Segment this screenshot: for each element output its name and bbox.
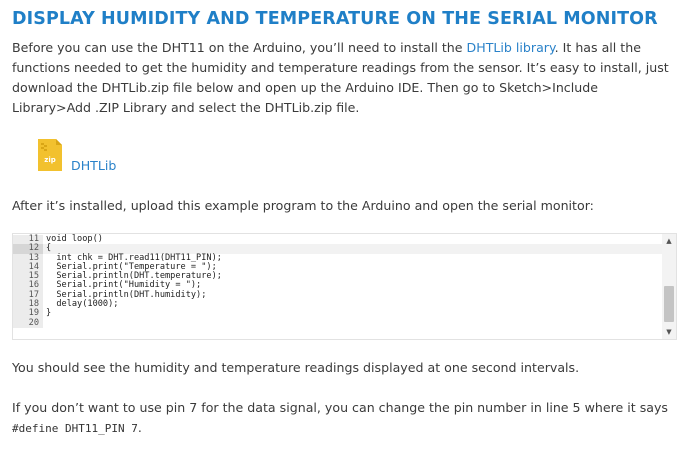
code-line bbox=[13, 300, 662, 309]
intro-text-before: Before you can use the DHT11 on the Arduino, you’ll need to install the bbox=[12, 40, 467, 55]
pin-note-text-after: . bbox=[137, 420, 142, 435]
code-text: void loop() bbox=[46, 234, 103, 244]
intro-text-after: . It has all the functions needed to get the humidity and temperature readings from the sensor. It’s easy to install, just download the DHTLib.zip file below and open up the Arduino IDE. Then go to Sketch>Include Library>Add .ZIP Library and select the DHTLib.zip file. bbox=[12, 40, 669, 115]
line-number: 11 bbox=[13, 235, 43, 244]
dhtlib-download-link[interactable]: DHTLib bbox=[71, 158, 117, 173]
code-line bbox=[13, 309, 662, 318]
line-number: 20 bbox=[13, 319, 43, 328]
code-text: { bbox=[43, 244, 662, 253]
line-number: 17 bbox=[13, 291, 43, 300]
code-text: int chk = DHT.read11(DHT11_PIN); bbox=[46, 252, 222, 263]
code-lines bbox=[13, 235, 662, 328]
line-number: 14 bbox=[13, 263, 43, 272]
zip-file-icon bbox=[38, 139, 62, 171]
code-text: Serial.println(DHT.temperature); bbox=[46, 271, 222, 282]
zip-icon-text: zip bbox=[44, 156, 56, 164]
code-block[interactable] bbox=[12, 233, 677, 340]
line-number: 18 bbox=[13, 300, 43, 309]
after-install-paragraph: After it’s installed, upload this example program to the Arduino and open the serial monitor: bbox=[12, 198, 594, 213]
readings-paragraph: You should see the humidity and temperature readings displayed at one second intervals. bbox=[12, 360, 580, 375]
code-scrollbar[interactable] bbox=[662, 234, 676, 339]
arrow-down-icon[interactable]: ▼ bbox=[666, 328, 672, 336]
code-text: Serial.print("Temperature = "); bbox=[46, 261, 217, 272]
code-text: Serial.print("Humidity = "); bbox=[46, 280, 202, 291]
intro-paragraph bbox=[12, 38, 680, 118]
dhtlib-download[interactable] bbox=[38, 139, 117, 173]
code-text bbox=[43, 319, 46, 328]
code-text: Serial.println(DHT.humidity); bbox=[46, 289, 207, 300]
pin-note-text-before: If you don’t want to use pin 7 for the data signal, you can change the pin number in line 5 where it says bbox=[12, 400, 668, 415]
line-number: 16 bbox=[13, 281, 43, 290]
dhtlib-library-link[interactable]: DHTLib library bbox=[466, 40, 555, 55]
code-text: } bbox=[46, 308, 52, 319]
line-number: 13 bbox=[13, 254, 43, 263]
scroll-thumb[interactable] bbox=[664, 286, 674, 322]
code-line bbox=[13, 235, 662, 244]
line-number: 12 bbox=[13, 244, 43, 253]
pin-note-paragraph bbox=[12, 398, 680, 439]
section-heading: DISPLAY HUMIDITY AND TEMPERATURE ON THE SERIAL MONITOR bbox=[12, 9, 658, 29]
define-pin-code: #define DHT11_PIN 7 bbox=[12, 422, 138, 435]
code-line bbox=[13, 319, 662, 328]
code-text: delay(1000); bbox=[46, 299, 119, 310]
line-number: 15 bbox=[13, 272, 43, 281]
line-number: 19 bbox=[13, 309, 43, 318]
arrow-up-icon[interactable]: ▲ bbox=[666, 237, 672, 245]
